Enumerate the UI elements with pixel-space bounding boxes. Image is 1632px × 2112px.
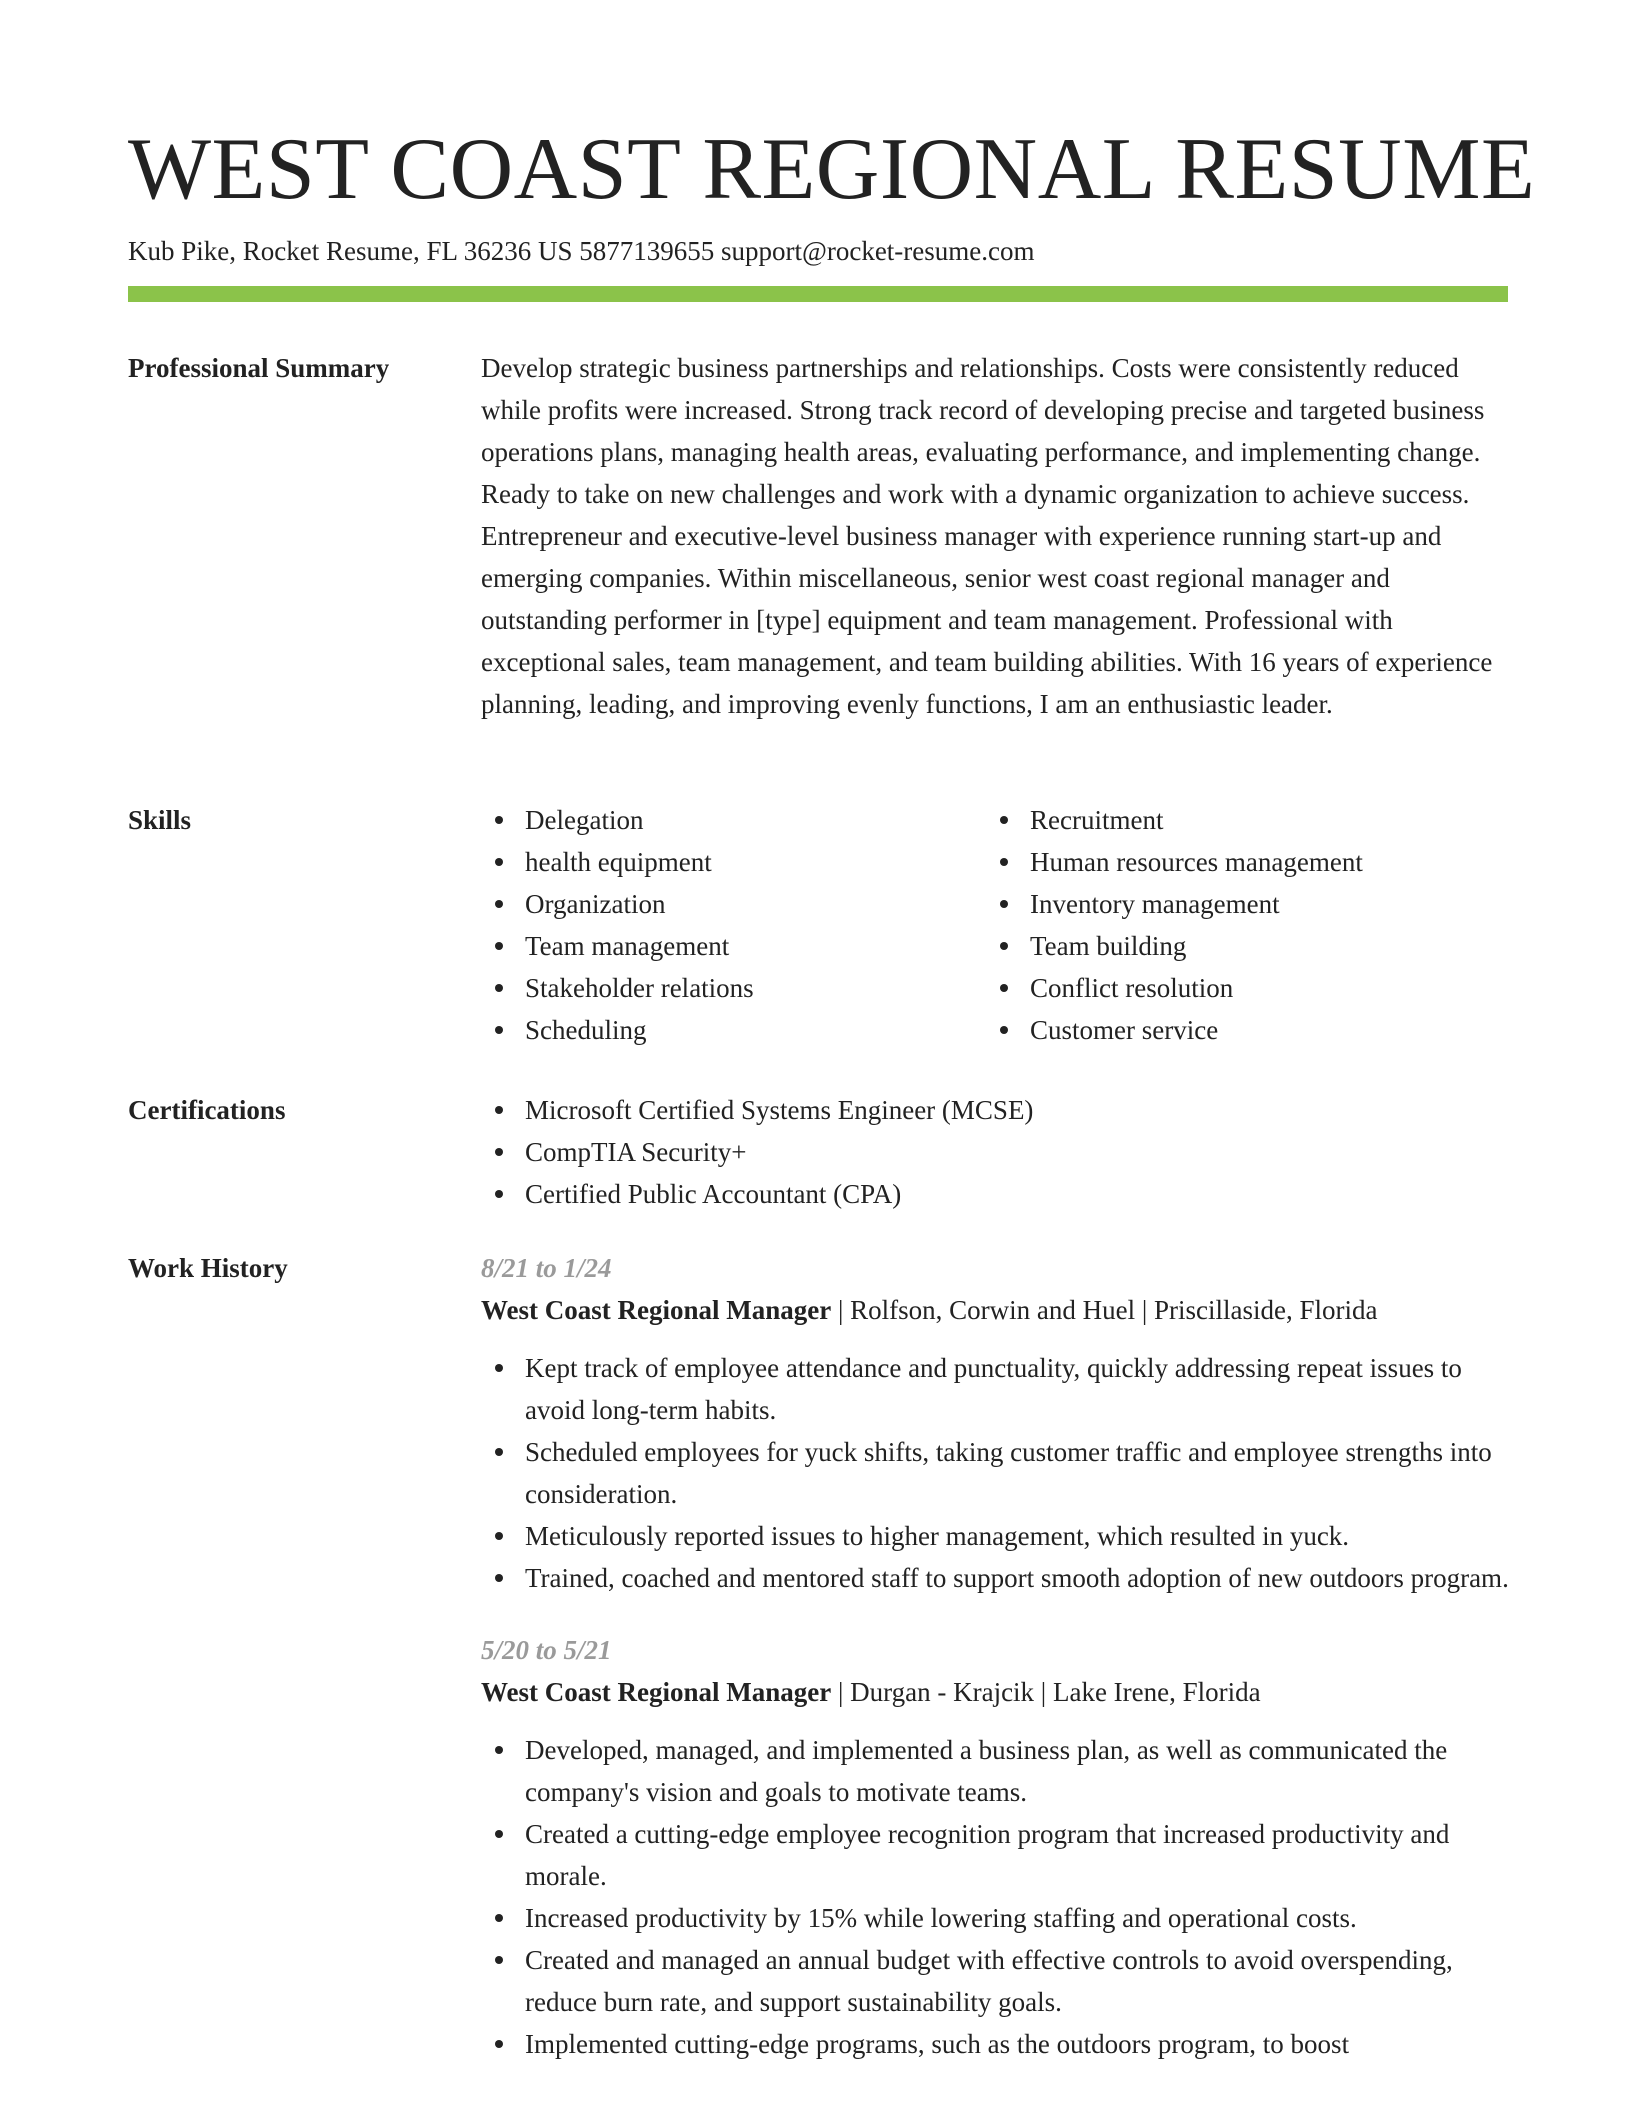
job-dates: 5/20 to 5/21 xyxy=(481,1635,612,1665)
work-history-label: Work History xyxy=(128,1253,288,1283)
resume-page xyxy=(128,0,1536,2112)
job-entry xyxy=(481,1247,1511,1599)
certification-item: CompTIA Security+ xyxy=(481,1131,1511,1173)
job-title: West Coast Regional Manager xyxy=(481,1295,832,1325)
skills-content xyxy=(481,799,1511,1051)
job-heading xyxy=(481,1289,1511,1331)
summary-content xyxy=(481,347,1511,725)
skill-item: Organization xyxy=(481,883,986,925)
work-history-content xyxy=(481,1247,1511,2095)
job-employer-location: | Durgan - Krajcik | Lake Irene, Florida xyxy=(831,1677,1261,1707)
contact-line: Kub Pike, Rocket Resume, FL 36236 US 5877139655 support@rocket-resume.com xyxy=(128,236,1035,266)
certifications-label: Certifications xyxy=(128,1095,286,1125)
skill-item: Scheduling xyxy=(481,1009,986,1051)
skill-item: Conflict resolution xyxy=(986,967,1491,1009)
skills-list-right xyxy=(986,799,1491,1051)
job-employer-location: | Rolfson, Corwin and Huel | Priscillaside, Florida xyxy=(831,1295,1378,1325)
resume-title: WEST COAST REGIONAL RESUME xyxy=(128,121,1536,218)
certifications-list xyxy=(481,1089,1511,1215)
certification-item: Certified Public Accountant (CPA) xyxy=(481,1173,1511,1215)
accent-divider xyxy=(128,286,1508,302)
skills-list-left xyxy=(481,799,986,1051)
job-title: West Coast Regional Manager xyxy=(481,1677,832,1707)
job-entry xyxy=(481,1629,1511,2065)
job-bullet: Trained, coached and mentored staff to support smooth adoption of new outdoors program. xyxy=(481,1557,1511,1599)
skill-item: Team building xyxy=(986,925,1491,967)
job-bullet: Kept track of employee attendance and punctuality, quickly addressing repeat issues to avoid long-term habits. xyxy=(481,1347,1511,1431)
job-bullet: Increased productivity by 15% while lowering staffing and operational costs. xyxy=(481,1897,1511,1939)
job-bullet: Implemented cutting-edge programs, such as the outdoors program, to boost xyxy=(481,2023,1511,2065)
skill-item: Recruitment xyxy=(986,799,1491,841)
skill-item: health equipment xyxy=(481,841,986,883)
skill-item: Inventory management xyxy=(986,883,1491,925)
job-heading xyxy=(481,1671,1511,1713)
certifications-content xyxy=(481,1089,1511,1215)
job-bullet: Created a cutting-edge employee recognition program that increased productivity and morale. xyxy=(481,1813,1511,1897)
skill-item: Customer service xyxy=(986,1009,1491,1051)
skill-item: Human resources management xyxy=(986,841,1491,883)
job-dates: 8/21 to 1/24 xyxy=(481,1253,612,1283)
summary-label: Professional Summary xyxy=(128,353,390,383)
job-bullets xyxy=(481,1729,1511,2065)
skill-item: Team management xyxy=(481,925,986,967)
job-bullet: Scheduled employees for yuck shifts, taking customer traffic and employee strengths into consideration. xyxy=(481,1431,1511,1515)
certification-item: Microsoft Certified Systems Engineer (MCSE) xyxy=(481,1089,1511,1131)
skill-item: Stakeholder relations xyxy=(481,967,986,1009)
job-bullet: Developed, managed, and implemented a business plan, as well as communicated the company's vision and goals to motivate teams. xyxy=(481,1729,1511,1813)
job-bullet: Created and managed an annual budget with effective controls to avoid overspending, reduce burn rate, and support sustainability goals. xyxy=(481,1939,1511,2023)
job-bullets xyxy=(481,1347,1511,1599)
job-bullet: Meticulously reported issues to higher management, which resulted in yuck. xyxy=(481,1515,1511,1557)
summary-text: Develop strategic business partnerships and relationships. Costs were consistently reduced while profits were increased. Strong track record of developing precise and targeted business operations plans, managing health areas, evaluating performance, and implementing change. Ready to take on new challenges and work with a dynamic organization to achieve success. Entrepreneur and executive-level business manager with experience running start-up and emerging companies. Within miscellaneous, senior west coast regional manager and outstanding performer in [type] equipment and team management. Professional with exceptional sales, team management, and team building abilities. With 16 years of experience planning, leading, and improving evenly functions, I am an enthusiastic leader. xyxy=(481,353,1493,719)
skill-item: Delegation xyxy=(481,799,986,841)
skills-label: Skills xyxy=(128,805,192,835)
